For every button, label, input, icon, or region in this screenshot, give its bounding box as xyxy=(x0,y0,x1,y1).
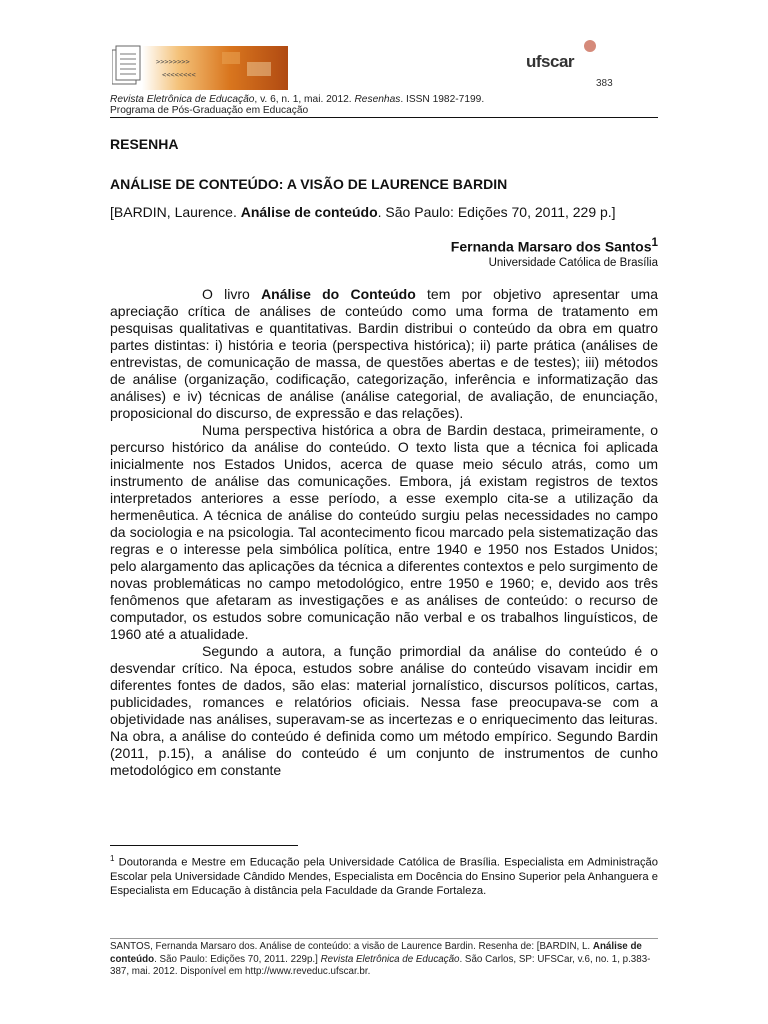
page-number: 383 xyxy=(596,78,613,89)
paragraph-3: Segundo a autora, a função primordial da análise do conteúdo é o desvendar crítico. Na época, estudos sobre análise do conteúdo visavam incidir em diferentes fontes de dados, são elas: material jornalístico, discursos políticos, cartas, publicidades, romances e relatórios oficiais. Nessa fase preocupava-se com a objetividade nas análises, superavam-se as incertezas e o enriquecimento das leituras. Na obra, a análise do conteúdo é definida como um método empírico. Segundo Bardin (2011, p.15), a análise do conteúdo é um conjunto de instrumentos de cunho metodológico em constante xyxy=(110,643,658,778)
svg-text:<<<<<<<<: <<<<<<<< xyxy=(162,71,196,79)
citation-rule xyxy=(110,938,658,939)
footnote-marker: 1 xyxy=(651,236,658,249)
ufscar-logo: ufscar xyxy=(526,52,606,76)
citation-footer: SANTOS, Fernanda Marsaro dos. Análise de conteúdo: a visão de Laurence Bardin. Resenha de: [BARDIN, L. Análise de conteúdo. São Paulo: Edições 70, 2011. 229p.] Revista Eletrônica de Educação. São Carlos, SP: UFSCar, v.6, no. 1, p.383-387, mai. 2012. Disponível em http://www.reveduc.ufscar.br. xyxy=(110,941,651,977)
journal-banner-image xyxy=(112,42,288,94)
program-line: Programa de Pós-Graduação em Educação xyxy=(110,105,309,116)
svg-text:>>>>>>>>: >>>>>>>> xyxy=(156,58,190,66)
author-affiliation: Universidade Católica de Brasília xyxy=(488,257,658,269)
book-reference: [BARDIN, Laurence. Análise de conteúdo. São Paulo: Edições 70, 2011, 229 p.] xyxy=(110,204,616,220)
author-name: Fernanda Marsaro dos Santos$^1$ xyxy=(450,236,658,255)
paragraph-1: O livro Análise do Conteúdo tem por objetivo apresentar uma apreciação crítica de análises de conteúdo como uma forma de tratamento em pesquisas qualitativas e quantitativas. Bardin distribui o conteúdo da obra em quatro partes distintas: i) história e teoria (perspectiva histórica); ii) parte prática (análises de entrevistas, de comunicação de massa, de questões abertas e de testes); iii) métodos de análise (organização, codificação, categorização, inferência e informatização das análises) e iv) técnicas de análise (análise categorial, de avaliação, de enunciação, proposicional do discurso, de expressão e das relações). xyxy=(110,286,659,421)
journal-header-line: Revista Eletrônica de Educação, v. 6, n. 1, mai. 2012. Resenhas. ISSN 1982-7199. xyxy=(110,94,485,105)
article-title: ANÁLISE DE CONTEÚDO: A VISÃO DE LAURENCE BARDIN xyxy=(110,176,508,192)
article-body xyxy=(110,286,658,779)
section-label: RESENHA xyxy=(110,136,179,152)
header-rule xyxy=(110,117,658,118)
footnote: $^1$ Doutoranda e Mestre em Educação pela Universidade Católica de Brasília. Especialista em Administração Escolar pela Universidade Cândido Mendes, Especialista em Docência do Ensino Superior pela Anhanguera e Especialista em Educação à distância pela Faculdade da Grande Fortaleza. xyxy=(110,854,658,897)
footnote-rule xyxy=(110,845,298,846)
paragraph-2: Numa perspectiva histórica a obra de Bardin destaca, primeiramente, o percurso histórico da análise do conteúdo. O texto lista que a técnica foi aplicada inicialmente nos Estados Unidos, acerca de quase meio século atrás, como um instrumento de análise das comunicações. Embora, já existam registros de textos interpretados anteriores a esse período, a esse exemplo cita-se a utilização da hermenêutica. A técnica de análise do conteúdo surgiu pelas necessidades no campo da sociologia e na psicologia. Tal acontecimento ficou marcado pela sistematização das regras e o interesse pela simbólica política, entre 1940 e 1950 nos Estados Unidos; pelo alargamento das aplicações da técnica a diferentes contextos e pelo surgimento de novas problemáticas no campo metodológico, entre 1950 e 1960; e, devido aos três fenômenos que afetaram as investigações e as análises de conteúdo: o recurso de computador, os estudos sobre comunicação não verbal e os trabalhos linguísticos, de 1960 até a atualidade. xyxy=(110,422,658,642)
logo-ball-icon xyxy=(584,40,596,52)
